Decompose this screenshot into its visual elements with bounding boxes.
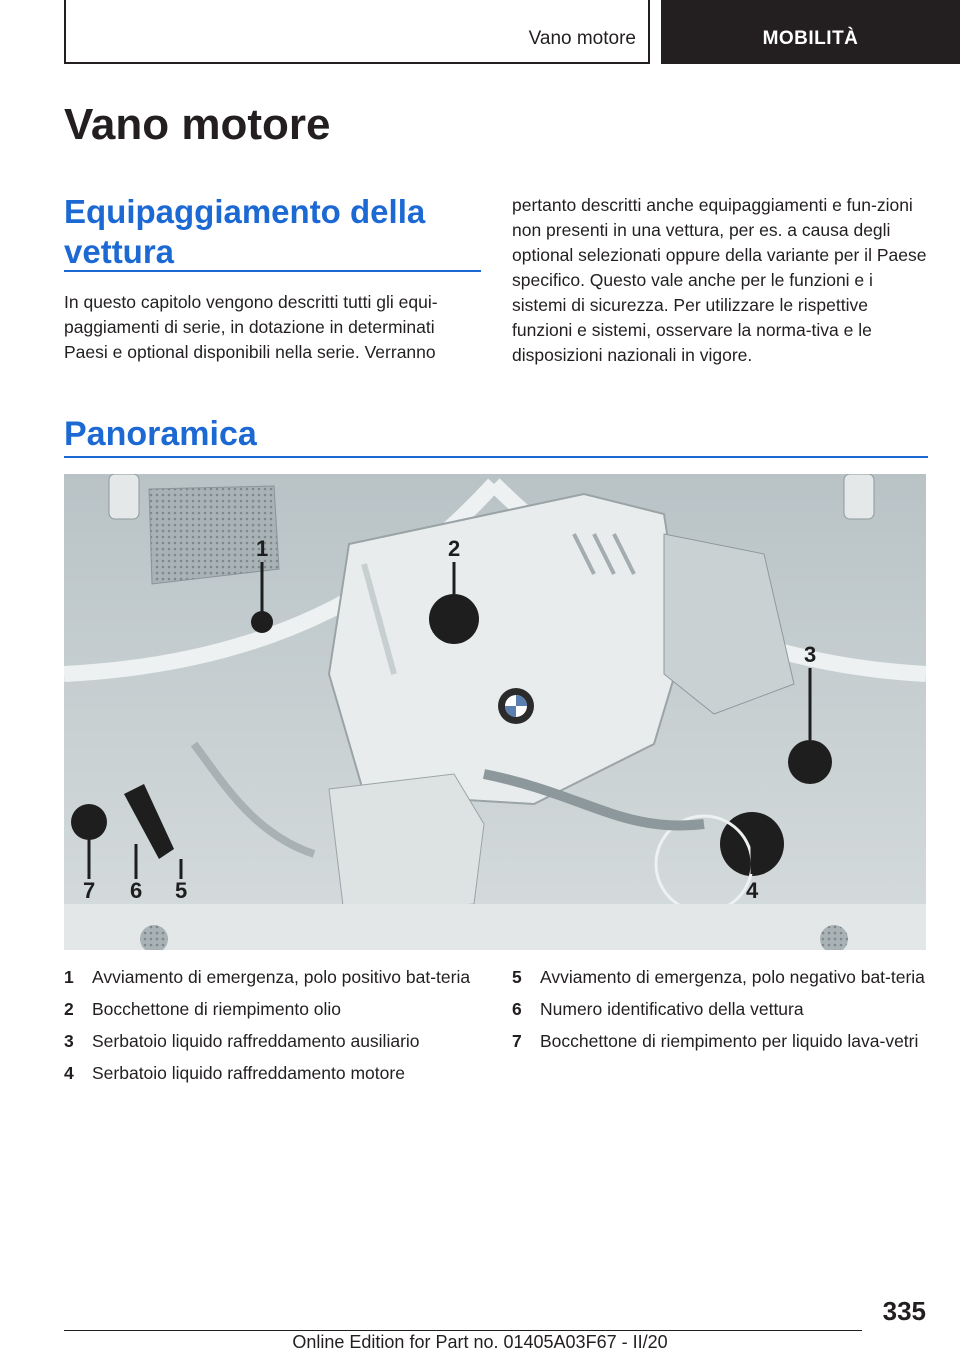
legend-item [512,1029,932,1054]
photo-label-7: 7 [83,878,96,903]
overview-heading: Panoramica [64,415,257,453]
overview-heading-rule [64,456,928,458]
header-section-label: MOBILITÀ [762,28,859,49]
legend-item [512,965,932,990]
legend-item [64,1029,484,1054]
legend-text: Avviamento di emergenza, polo negativo bat-teria [540,967,925,987]
legend-text: Avviamento di emergenza, polo positivo bat-teria [92,967,471,987]
legend-item [64,1061,484,1086]
legend-item [64,965,484,990]
photo-label-2: 2 [448,536,461,561]
legend-number: 3 [64,1031,74,1051]
equipment-text-right: pertanto descritti anche equipaggiamenti e fun-zioni non presenti in una vettura, per es. a causa degli optional selezionati oppure della variante per il Paese specifico. Questo vale anche per le funzioni e i sistemi di sicurezza. Per utilizzare le rispettive funzioni e sistemi, osservare la norma-tiva e le disposizioni nazionali in vigore. [512,195,927,365]
photo-label-5: 5 [175,878,188,903]
page-number: 335 [882,1296,926,1326]
header-breadcrumb: Vano motore [528,28,636,49]
photo-label-4: 4 [746,878,759,903]
engine-bay-photo [64,474,926,950]
legend-number: 6 [512,999,522,1019]
equipment-heading: Equipaggiamento della vettura [64,193,426,270]
legend-number: 1 [64,967,74,987]
legend-text: Numero identificativo della vettura [540,999,804,1019]
page-title: Vano motore [64,100,331,149]
legend-item [64,997,484,1022]
legend-number: 2 [64,999,74,1019]
legend-text: Bocchettone di riempimento per liquido lava-vetri [540,1031,919,1051]
equipment-text-left: In questo capitolo vengono descritti tutti gli equi-paggiamenti di serie, in dotazione in determinati Paesi e optional disponibili nella serie. Verranno [64,292,438,362]
legend-number: 4 [64,1063,74,1083]
photo-label-6: 6 [130,878,143,903]
photo-label-1: 1 [256,536,269,561]
legend-text: Bocchettone di riempimento olio [92,999,342,1019]
legend-text: Serbatoio liquido raffreddamento motore [92,1063,405,1083]
legend-list-left [64,965,484,1093]
legend-text: Serbatoio liquido raffreddamento ausiliario [92,1031,420,1051]
footer-edition: Online Edition for Part no. 01405A03F67 - II/20 [292,1332,668,1352]
footer-rule [64,1330,862,1331]
engine-bay-illustration [64,474,926,950]
equipment-heading-rule [64,270,481,272]
photo-label-3: 3 [804,642,817,667]
legend-number: 7 [512,1031,522,1051]
legend-list-right [512,965,932,1061]
legend-number: 5 [512,967,522,987]
legend-item [512,997,932,1022]
